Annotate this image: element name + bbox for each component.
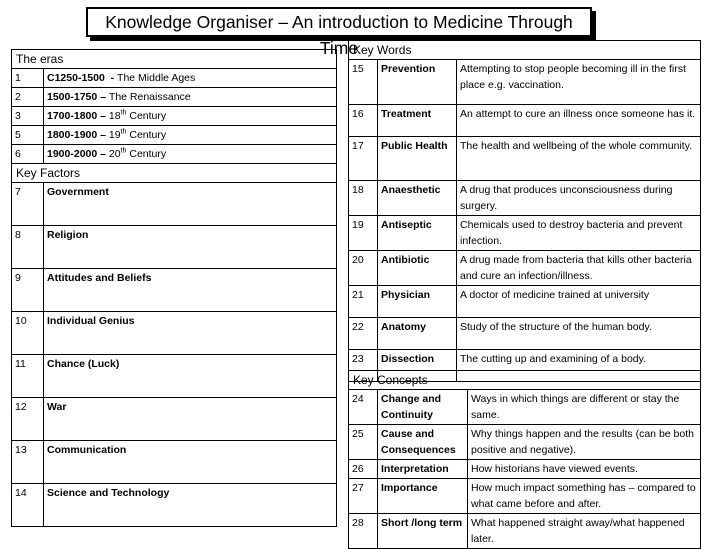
key-concept-term: Importance: [378, 479, 468, 514]
era-number: 5: [12, 126, 44, 145]
era-ordinal: th: [120, 109, 127, 117]
key-concept-definition: How much impact something has – compared to what came before and after.: [468, 479, 701, 514]
era-row: [12, 126, 337, 145]
factor-name: Individual Genius: [44, 312, 337, 355]
key-word-term: Antibiotic: [378, 251, 457, 286]
key-word-term: Anatomy: [378, 318, 457, 350]
era-cell: [44, 126, 337, 145]
factor-row: [12, 183, 337, 226]
era-ordinal: th: [120, 147, 127, 155]
factor-number: 8: [12, 226, 44, 269]
key-concept-row: [349, 425, 701, 460]
key-word-definition: Attempting to stop people becoming ill in the first place e.g. vaccination.: [457, 60, 701, 105]
key-word-number: 23: [349, 350, 378, 382]
key-concept-row: [349, 390, 701, 425]
key-word-row: [349, 105, 701, 137]
key-concept-definition: Why things happen and the results (can be both positive and negative).: [468, 425, 701, 460]
factor-name: War: [44, 398, 337, 441]
era-name: The Middle Ages: [117, 72, 196, 84]
era-name: The Renaissance: [108, 91, 191, 103]
factor-name: Attitudes and Beliefs: [44, 269, 337, 312]
era-cell: [44, 145, 337, 164]
factor-name: Religion: [44, 226, 337, 269]
key-word-number: 21: [349, 286, 378, 318]
page-title: Knowledge Organiser – An introduction to Medicine Through Time: [105, 12, 573, 58]
key-word-definition: An attempt to cure an illness once someone has it.: [457, 105, 701, 137]
key-word-number: 16: [349, 105, 378, 137]
era-separator: –: [97, 91, 109, 103]
key-word-number: 22: [349, 318, 378, 350]
key-word-definition: A doctor of medicine trained at university: [457, 286, 701, 318]
key-concept-row: [349, 460, 701, 479]
key-concept-term: Cause and Consequences: [378, 425, 468, 460]
key-concepts-heading: Key Concepts: [349, 371, 701, 390]
key-word-definition: The health and wellbeing of the whole community.: [457, 137, 701, 181]
key-concept-number: 27: [349, 479, 378, 514]
era-date: 1700-1800: [47, 110, 98, 122]
era-ordinal: th: [120, 128, 127, 136]
era-name: 19: [108, 129, 121, 141]
era-separator: –: [97, 129, 109, 141]
era-number: 2: [12, 88, 44, 107]
era-suffix: Century: [126, 129, 167, 141]
key-word-row: [349, 251, 701, 286]
key-word-row: [349, 181, 701, 216]
era-cell: [44, 69, 337, 88]
key-word-term: Public Health: [378, 137, 457, 181]
key-word-definition: A drug that produces unconsciousness during surgery.: [457, 181, 701, 216]
key-word-number: 15: [349, 60, 378, 105]
key-word-row: [349, 60, 701, 105]
factor-number: 7: [12, 183, 44, 226]
factor-number: 10: [12, 312, 44, 355]
factors-heading: Key Factors: [12, 164, 337, 183]
era-cell: [44, 107, 337, 126]
factor-number: 9: [12, 269, 44, 312]
era-name: 20: [108, 148, 121, 160]
key-concept-number: 24: [349, 390, 378, 425]
key-word-row: [349, 216, 701, 251]
era-date: C1250-1500: [47, 72, 105, 84]
key-words-table: [348, 40, 701, 382]
key-concept-term: Interpretation: [378, 460, 468, 479]
factor-row: [12, 312, 337, 355]
era-cell: [44, 88, 337, 107]
era-row: [12, 107, 337, 126]
key-concept-number: 28: [349, 514, 378, 549]
factor-number: 12: [12, 398, 44, 441]
factor-row: [12, 226, 337, 269]
key-concept-row: [349, 514, 701, 549]
key-concept-number: 25: [349, 425, 378, 460]
factor-name: Government: [44, 183, 337, 226]
era-row: [12, 145, 337, 164]
key-word-number: 20: [349, 251, 378, 286]
key-word-definition: Chemicals used to destroy bacteria and prevent infection.: [457, 216, 701, 251]
era-name: 18: [108, 110, 121, 122]
key-word-term: Physician: [378, 286, 457, 318]
era-number: 6: [12, 145, 44, 164]
key-word-term: Dissection: [378, 350, 457, 382]
factor-number: 11: [12, 355, 44, 398]
key-word-row: [349, 137, 701, 181]
era-date: 1500-1750: [47, 91, 98, 103]
key-concept-definition: Ways in which things are different or stay the same.: [468, 390, 701, 425]
era-date: 1800-1900: [47, 129, 98, 141]
factor-name: Communication: [44, 441, 337, 484]
key-word-term: Anaesthetic: [378, 181, 457, 216]
key-word-number: 17: [349, 137, 378, 181]
key-word-term: Prevention: [378, 60, 457, 105]
factor-row: [12, 398, 337, 441]
key-word-term: Treatment: [378, 105, 457, 137]
era-number: 3: [12, 107, 44, 126]
era-separator: –: [97, 110, 109, 122]
key-words-heading: Key Words: [349, 41, 701, 60]
key-word-row: [349, 286, 701, 318]
key-concept-definition: What happened straight away/what happened later.: [468, 514, 701, 549]
factor-row: [12, 269, 337, 312]
factor-row: [12, 484, 337, 527]
era-number: 1: [12, 69, 44, 88]
key-concept-definition: How historians have viewed events.: [468, 460, 701, 479]
key-word-row: [349, 318, 701, 350]
era-row: [12, 69, 337, 88]
factor-name: Science and Technology: [44, 484, 337, 527]
era-date: 1900-2000: [47, 148, 98, 160]
key-concept-number: 26: [349, 460, 378, 479]
era-separator: -: [104, 72, 118, 84]
era-suffix: Century: [126, 110, 167, 122]
key-concept-term: Change and Continuity: [378, 390, 468, 425]
era-row: [12, 88, 337, 107]
era-separator: –: [97, 148, 109, 160]
key-word-definition: A drug made from bacteria that kills other bacteria and cure an infection/illness.: [457, 251, 701, 286]
key-word-term: Antiseptic: [378, 216, 457, 251]
key-concept-row: [349, 479, 701, 514]
eras-heading: The eras: [12, 50, 337, 69]
key-concept-term: Short /long term: [378, 514, 468, 549]
key-concepts-table: [348, 370, 701, 549]
key-word-number: 19: [349, 216, 378, 251]
factor-number: 13: [12, 441, 44, 484]
era-suffix: Century: [126, 148, 167, 160]
factor-row: [12, 441, 337, 484]
eras-factors-table: [11, 49, 337, 527]
key-word-definition: Study of the structure of the human body.: [457, 318, 701, 350]
factor-name: Chance (Luck): [44, 355, 337, 398]
key-word-definition: The cutting up and examining of a body.: [457, 350, 701, 382]
factor-row: [12, 355, 337, 398]
key-word-number: 18: [349, 181, 378, 216]
factor-number: 14: [12, 484, 44, 527]
